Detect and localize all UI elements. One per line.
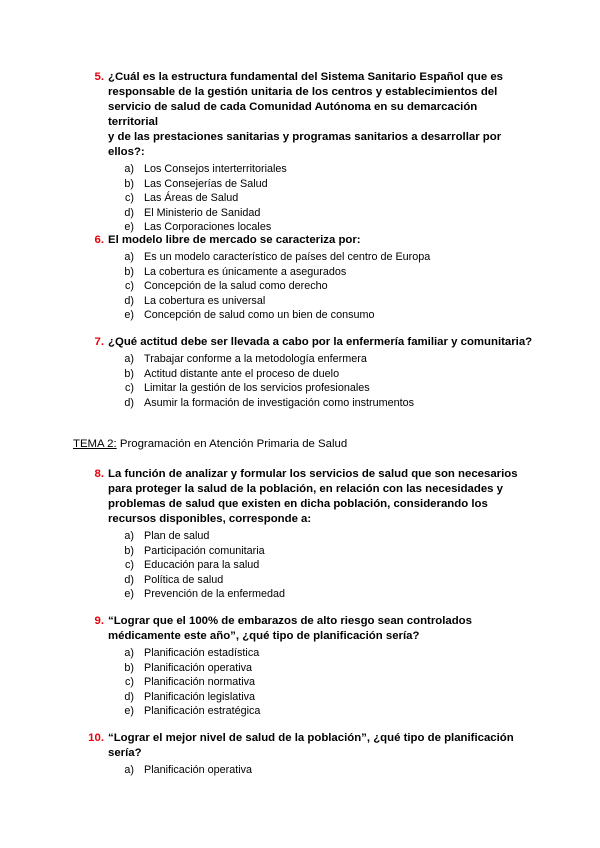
section-title: Programación en Atención Primaria de Salud (116, 438, 348, 450)
question-number: 6. (94, 234, 104, 246)
option-b (0, 265, 600, 280)
option-c (0, 381, 600, 396)
option-a (0, 529, 600, 544)
option-text: Planificación legislativa (144, 690, 256, 703)
option-text: Prevención de la enfermedad (144, 588, 286, 601)
option-letter: c) (125, 559, 134, 572)
question-number: 7. (94, 336, 104, 348)
option-text: Actitud distante ante el proceso de duelo (144, 367, 340, 380)
option-letter: b) (124, 177, 134, 190)
option-a (0, 763, 600, 778)
option-letter: d) (124, 396, 134, 409)
option-text: Limitar la gestión de los servicios profesionales (144, 382, 370, 395)
option-c (0, 191, 600, 206)
option-text: Las Consejerías de Salud (144, 177, 268, 190)
options-list (0, 250, 600, 323)
option-a (0, 250, 600, 265)
option-c (0, 675, 600, 690)
question-5 (0, 70, 600, 235)
section-heading (73, 437, 347, 452)
option-letter: e) (124, 588, 134, 601)
option-d (0, 573, 600, 588)
option-text: Política de salud (144, 573, 224, 586)
option-e (0, 587, 600, 602)
option-text: Es un modelo característico de países del centro de Europa (144, 251, 431, 263)
option-text: Trabajar conforme a la metodología enfermera (144, 353, 367, 365)
option-a (0, 352, 600, 367)
question-number: 9. (94, 615, 104, 627)
question-number: 10. (88, 732, 104, 744)
option-text: Las Áreas de Salud (144, 192, 239, 205)
option-letter: c) (125, 280, 134, 293)
option-letter: b) (124, 544, 134, 557)
question-7 (0, 335, 600, 410)
option-b (0, 177, 600, 192)
option-e (0, 704, 600, 719)
question-6 (0, 233, 600, 323)
option-c (0, 279, 600, 294)
option-d (0, 206, 600, 221)
option-text: Planificación normativa (144, 676, 256, 689)
option-d (0, 690, 600, 705)
option-letter: a) (124, 647, 134, 659)
option-letter: a) (124, 353, 134, 365)
option-text: Participación comunitaria (144, 544, 265, 557)
option-letter: c) (125, 192, 134, 205)
option-text: Asumir la formación de investigación como instrumentos (144, 396, 415, 409)
question-text: ¿Cuál es la estructura fundamental del Sistema Sanitario Español que es responsable de la gestión unitaria de los centros y establecimientos del servicio de salud de cada Comunidad Autónoma en su demarcación territorial y de las prestaciones sanitarias y programas sanitarios a desarrollar por ellos?: (108, 71, 503, 158)
options-list (0, 763, 600, 778)
option-a (0, 162, 600, 177)
option-letter: b) (124, 367, 134, 380)
option-text: Educación para la salud (144, 559, 260, 572)
option-letter: e) (124, 309, 134, 322)
option-letter: b) (124, 661, 134, 674)
question-text: El modelo libre de mercado se caracteriza por: (108, 234, 361, 246)
option-d (0, 294, 600, 309)
option-letter: d) (124, 690, 134, 703)
option-letter: a) (124, 163, 134, 175)
options-list (0, 529, 600, 602)
section-label: TEMA 2: (73, 438, 117, 450)
option-text: El Ministerio de Sanidad (144, 206, 261, 219)
option-text: Planificación operativa (144, 764, 253, 776)
question-text: La función de analizar y formular los servicios de salud que son necesarios para proteger la salud de la población, en relación con las necesidades y problemas de salud que existen en dicha población, considerando los recursos disponibles, corresponde a: (108, 468, 518, 525)
option-letter: c) (125, 676, 134, 689)
option-letter: c) (125, 382, 134, 395)
options-list (0, 162, 600, 235)
question-9 (0, 614, 600, 719)
option-text: Concepción de salud como un bien de consumo (144, 309, 375, 322)
option-text: Concepción de la salud como derecho (144, 280, 328, 293)
question-8 (0, 467, 600, 602)
option-letter: d) (124, 206, 134, 219)
options-list (0, 646, 600, 719)
option-letter: b) (124, 265, 134, 278)
option-d (0, 396, 600, 411)
option-text: Los Consejos interterritoriales (144, 163, 287, 175)
option-e (0, 308, 600, 323)
question-number: 5. (94, 71, 104, 83)
option-text: Planificación estadística (144, 647, 260, 659)
option-text: La cobertura es únicamente a asegurados (144, 265, 347, 278)
option-letter: d) (124, 573, 134, 586)
option-a (0, 646, 600, 661)
option-letter: a) (124, 251, 134, 263)
option-letter: a) (124, 530, 134, 542)
option-c (0, 558, 600, 573)
option-text: La cobertura es universal (144, 294, 266, 307)
option-text: Plan de salud (144, 530, 210, 542)
question-10 (0, 731, 600, 778)
option-text: Planificación estratégica (144, 705, 261, 718)
question-text: “Lograr que el 100% de embarazos de alto riesgo sean controlados médicamente este año”, ¿qué tipo de planificación sería? (108, 615, 472, 642)
question-text: ¿Qué actitud debe ser llevada a cabo por la enfermería familiar y comunitaria? (108, 336, 533, 348)
option-letter: e) (124, 221, 134, 234)
option-letter: d) (124, 294, 134, 307)
option-letter: e) (124, 705, 134, 718)
option-text: Planificación operativa (144, 661, 253, 674)
option-b (0, 367, 600, 382)
option-letter: a) (124, 764, 134, 776)
options-list (0, 352, 600, 410)
option-b (0, 661, 600, 676)
question-text: “Lograr el mejor nivel de salud de la población”, ¿qué tipo de planificación sería? (108, 732, 514, 759)
option-text: Las Corporaciones locales (144, 221, 272, 234)
option-b (0, 544, 600, 559)
question-number: 8. (94, 468, 104, 480)
